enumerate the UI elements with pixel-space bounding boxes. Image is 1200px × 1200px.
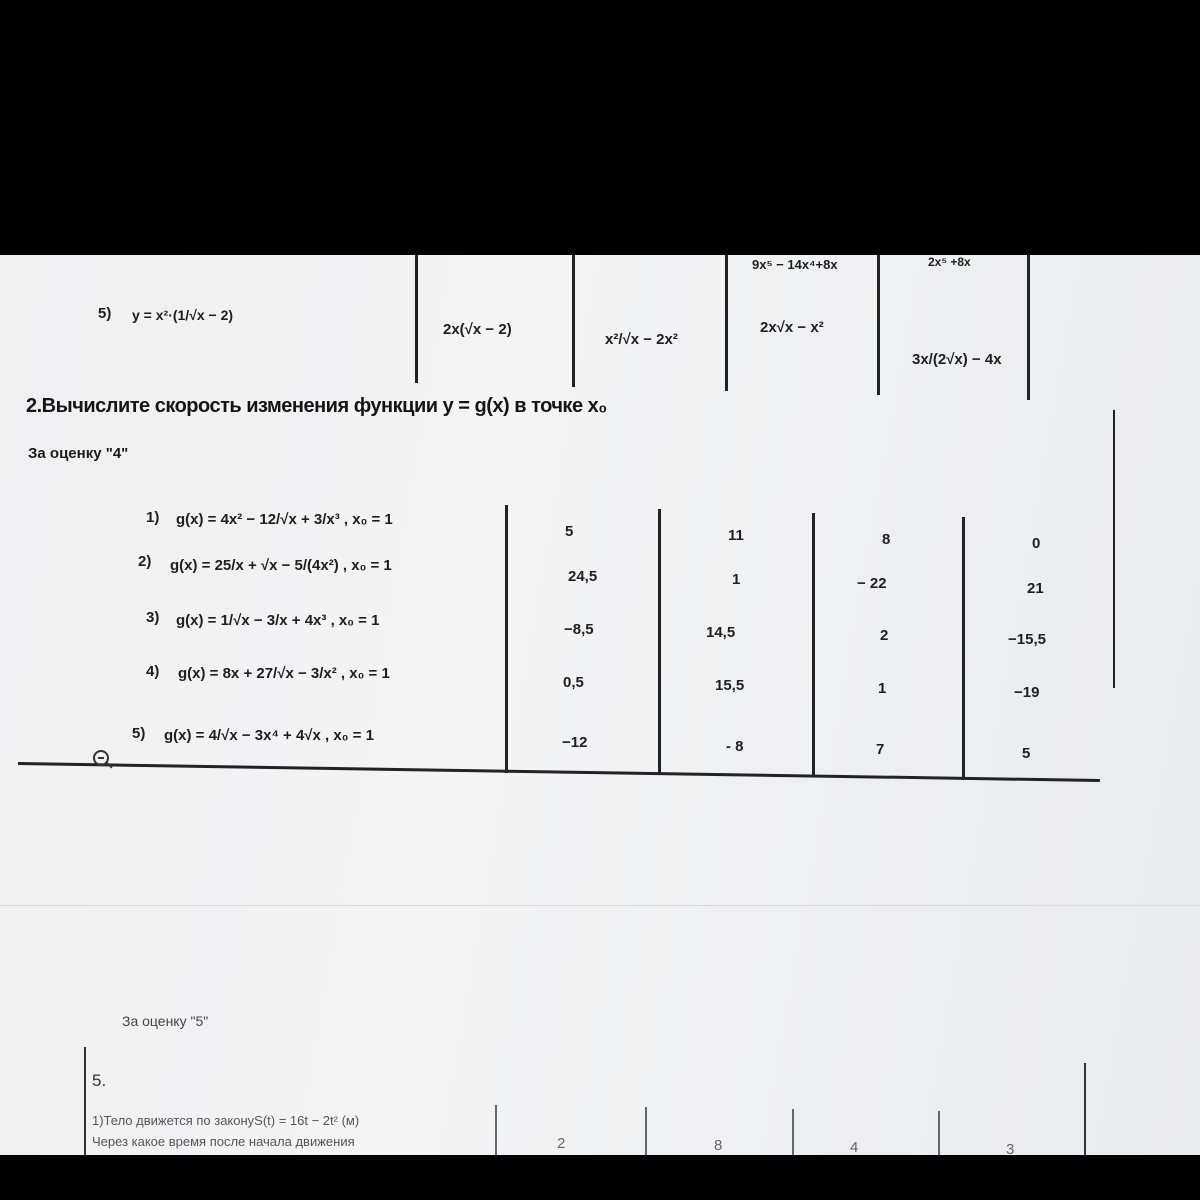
answer-cell: 24,5 bbox=[568, 568, 598, 585]
top-header-col4: 2x⁵ +8x bbox=[928, 255, 971, 269]
answer-cell: −19 bbox=[1014, 684, 1040, 701]
task-5-number: 5) bbox=[132, 725, 146, 742]
answer-cell: 5 bbox=[565, 523, 574, 540]
answer-column-divider bbox=[812, 513, 815, 777]
task-3-number: 3) bbox=[146, 609, 160, 626]
task-4-number: 4) bbox=[146, 663, 160, 680]
answer-column-divider bbox=[658, 509, 661, 775]
answer-cell: 8 bbox=[882, 531, 891, 548]
answer-cell: 2 bbox=[880, 627, 889, 644]
section5-answer-cell: 3 bbox=[1006, 1141, 1015, 1155]
page-separator bbox=[0, 905, 1200, 906]
top-table-divider bbox=[725, 255, 728, 391]
section5-answer-cell: 4 bbox=[850, 1139, 859, 1155]
task-1-number: 1) bbox=[146, 509, 160, 526]
section5-column-divider bbox=[792, 1109, 794, 1155]
task-1-expression: g(x) = 4x² − 12/√x + 3/x³ , x₀ = 1 bbox=[176, 511, 393, 528]
answer-cell: 1 bbox=[732, 571, 741, 588]
task-5-expression: g(x) = 4/√x − 3x⁴ + 4√x , x₀ = 1 bbox=[164, 727, 374, 744]
section5-column-divider bbox=[495, 1105, 497, 1155]
section5-column-divider bbox=[645, 1107, 647, 1155]
answer-cell: 11 bbox=[728, 527, 744, 544]
zoom-out-icon[interactable] bbox=[93, 750, 109, 766]
top-row5-function: y = x²·(1/√x − 2) bbox=[132, 307, 234, 323]
top-row5-label: 5) bbox=[98, 305, 112, 322]
answer-cell: 5 bbox=[1022, 745, 1031, 762]
task-2-number: 2) bbox=[138, 553, 152, 570]
answer-cell: −12 bbox=[562, 734, 588, 751]
top-option-2: x²/√x − 2x² bbox=[605, 331, 678, 348]
answer-cell: −15,5 bbox=[1008, 631, 1046, 648]
top-option-3: 2x√x − x² bbox=[760, 319, 824, 336]
top-table-divider bbox=[877, 255, 880, 395]
answer-cell: - 8 bbox=[726, 738, 744, 755]
answer-column-divider bbox=[505, 505, 508, 773]
section5-grade: За оценку "5" bbox=[122, 1013, 209, 1029]
section2-grade: За оценку "4" bbox=[28, 445, 129, 462]
top-table-divider bbox=[415, 255, 418, 383]
answer-cell: − 22 bbox=[857, 575, 887, 592]
top-header-col3: 9x⁵ − 14x⁴+8x bbox=[752, 257, 838, 272]
section2-table-bottom-border bbox=[18, 762, 1100, 782]
answer-cell: 1 bbox=[878, 680, 887, 697]
answer-cell: 21 bbox=[1027, 580, 1044, 597]
task-3-expression: g(x) = 1/√x − 3/x + 4x³ , x₀ = 1 bbox=[176, 612, 380, 629]
section5-answer-cell: 8 bbox=[714, 1137, 723, 1154]
section5-task-line2: Через какое время после начала движения bbox=[92, 1134, 355, 1149]
section5-table-right-border bbox=[1084, 1063, 1086, 1155]
answer-cell: −8,5 bbox=[564, 621, 594, 638]
section2-title: 2.Вычислите скорость изменения функции y = g(x) в точке x₀ bbox=[26, 395, 607, 417]
task-2-expression: g(x) = 25/x + √x − 5/(4x²) , x₀ = 1 bbox=[170, 557, 392, 574]
answer-cell: 14,5 bbox=[706, 624, 736, 641]
section5-column-divider bbox=[938, 1111, 940, 1155]
worksheet-page bbox=[0, 255, 1200, 1155]
task-4-expression: g(x) = 8x + 27/√x − 3/x² , x₀ = 1 bbox=[178, 665, 390, 682]
top-option-1: 2x(√x − 2) bbox=[443, 321, 512, 338]
section5-task-line1: 1)Тело движется по законуS(t) = 16t − 2t² (м) bbox=[92, 1113, 360, 1128]
answer-cell: 0 bbox=[1032, 535, 1041, 552]
top-table-divider bbox=[1027, 255, 1030, 400]
section5-table-left-border bbox=[84, 1047, 86, 1155]
answer-cell: 15,5 bbox=[715, 677, 745, 694]
section5-number: 5. bbox=[92, 1071, 107, 1090]
section5-answer-cell: 2 bbox=[557, 1135, 566, 1152]
top-table-divider bbox=[572, 255, 575, 387]
answer-column-divider bbox=[962, 517, 965, 780]
answer-cell: 0,5 bbox=[563, 674, 584, 691]
answer-cell: 7 bbox=[876, 741, 885, 758]
section2-table-right-border bbox=[1113, 410, 1115, 688]
top-option-4: 3x/(2√x) − 4x bbox=[912, 351, 1002, 368]
